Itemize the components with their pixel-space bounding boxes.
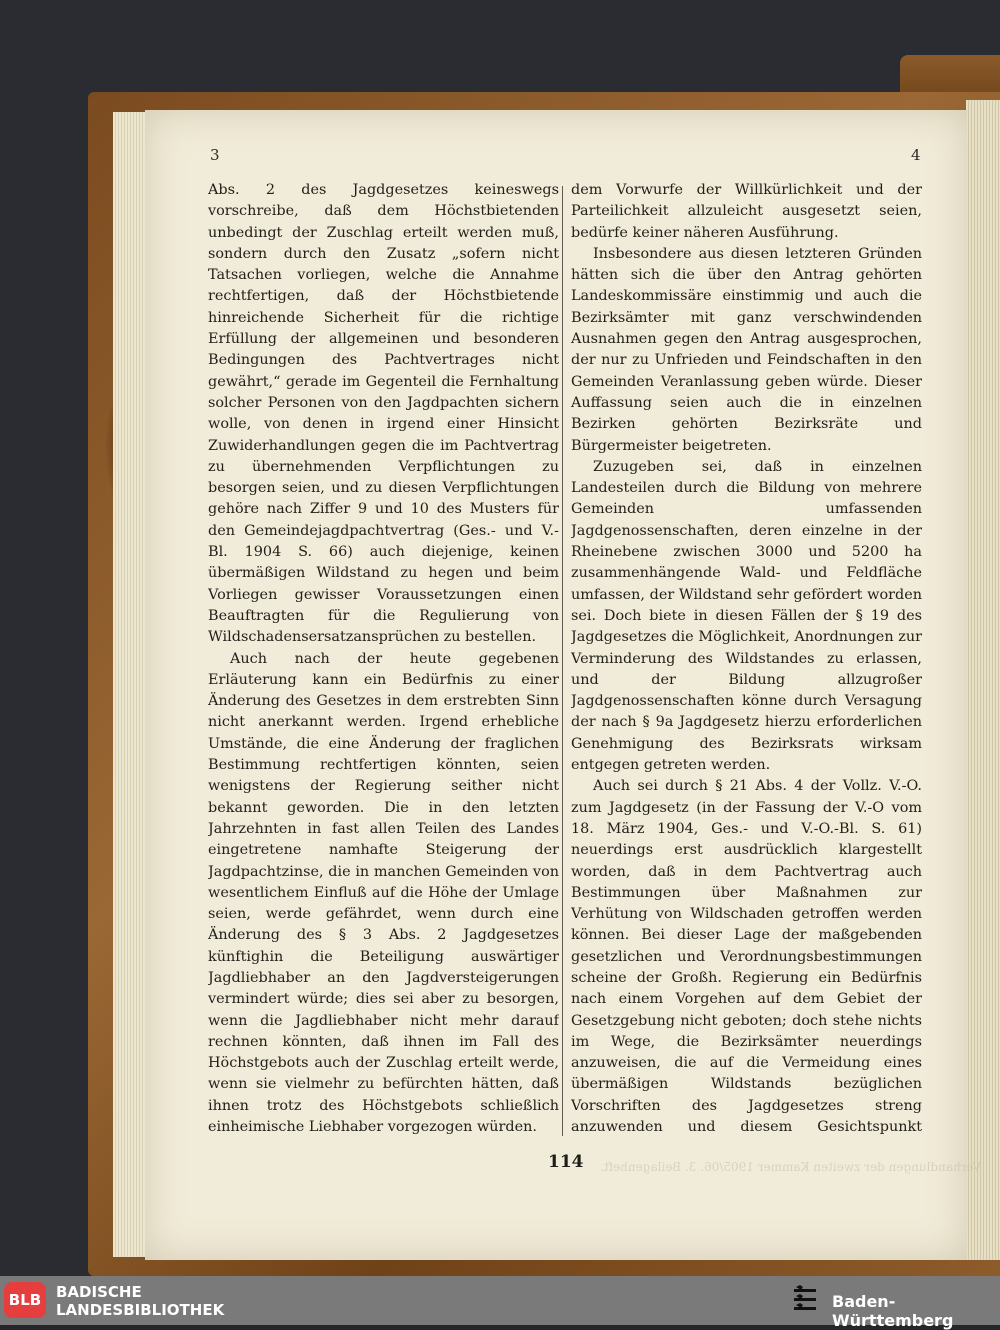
right-paragraph: Zuzugeben sei, daß in einzelnen Landesteilen durch die Bildung von mehrere Gemeinden umfassenden Jagdgenossenschaften, deren einzelne in der Rheinebene zwischen 3000 und 5200 ha zusammenhängende Wald- und Feldfläche umfassen, der Wildstand sehr gefördert worden sei. Doch biete in diesen Fällen der § 19 des Jagdgesetzes die Möglichkeit, Anordnungen zur Verminderung des Wildstandes zu erlassen, und der Bildung allzugroßer Jagdgenossenschaften könne durch Versagung der nach § 9a Jagdgesetz hierzu erforderlichen Genehmigung des Bezirksrats wirksam entgegen getreten werden. <box>571 458 922 774</box>
left-column <box>208 180 559 1140</box>
right-column <box>571 180 922 1140</box>
left-paragraph: Abs. 2 des Jagdgesetzes keineswegs vorschreibe, daß dem Höchstbietenden unbedingt der Zuschlag erteilt werden muß, sondern durch den Zusatz „sofern nicht Tatsachen vorliegen, welche die Annahme rechtfertigen, daß der Höchstbietende hinreichende Sicherheit für die richtige Erfüllung der allgemeinen und besonderen Bedingungen des Pachtvertrages nicht gewährt,“ gerade im Gegenteil die Fernhaltung solcher Personen von den Jagdpachten sichern wolle, von denen in irgend einer Hinsicht Zuwiderhandlungen gegen die im Pachtvertrag zu übernehmenden Verpflichtungen zu besorgen seien, und zu diesen Verpflichtungen gehöre nach Ziffer 9 und 10 des Musters für den Gemeindejagdpachtvertrag (Ges.- und V.-Bl. 1904 S. 66) auch diejenige, keinen übermäßigen Wildstand zu hegen und beim Vorliegen gewisser Voraussetzungen einen Beauftragten für die Regulierung von Wildschadensersatzansprüchen zu bestellen. <box>208 182 559 646</box>
page-stack-left <box>113 112 149 1257</box>
right-column-number: 4 <box>911 146 921 164</box>
library-name-line2: LANDESBIBLIOTHEK <box>56 1301 225 1319</box>
page-stack-right <box>966 100 1000 1260</box>
left-paragraph: Auch nach der heute gegebenen Erläuterung kann ein Bedürfnis zu einer Änderung des Gesetzes in dem erstrebten Sinn nicht anerkannt werden. Irgend erhebliche Umstände, die eine Änderung der fraglichen Bestimmung rechtfertigen könnten, seien wenigstens der Regierung seither nicht bekannt geworden. Die in den letzten Jahrzehnten in fast allen Teilen des Landes eingetretene namhafte Steigerung der Jagdpachtzinse, die in manchen Gemeinden von wesentlichem Einfluß auf die Höhe der Umlage seien, werde gefährdet, wenn durch eine Änderung des § 3 Abs. 2 Jagdgesetzes künftighin die Beteiligung auswärtiger Jagdliebhaber an den Jagdversteigerungen vermindert würde; dies sei aber zu besorgen, wenn die Jagdliebhaber nicht mehr darauf rechnen könnten, daß ihnen im Fall des Höchstgebots auch der Zuschlag erteilt werde, wenn sie vielmehr zu befürchten hätten, daß ihnen trotz des Höchstgebots schließlich einheimische Liebhaber vorgezogen würden. <box>208 650 559 1136</box>
lion-crest-icon <box>790 1283 820 1319</box>
column-divider <box>562 186 563 1136</box>
left-column-number: 3 <box>210 146 220 164</box>
left-paragraph <box>208 1138 559 1140</box>
library-name-line1: BADISCHE <box>56 1283 142 1301</box>
page-footer-number: 114 <box>548 1152 584 1172</box>
right-paragraph: Auch sei durch § 21 Abs. 4 der Vollz. V.-O. zum Jagdgesetz (in der Fassung der V.-O vom 18. März 1904, Ges.- und V.-O.-Bl. S. 61) neuerdings erst ausdrücklich klargestellt worden, daß in dem Pachtvertrag auch Bestimmungen über Maßnahmen zur Verhütung von Wildschaden getroffen werden können. Bei dieser Lage der maßgebenden gesetzlichen und Verordnungsbestimmungen scheine der Großh. Regierung ein Bedürfnis nach einem Vorgehen auf dem Gebiet der Gesetzgebung nicht geboten; doch stehe nichts im Wege, die Bezirksämter neuerdings anzuweisen, die auf die Vermeidung eines übermäßigen Wildstands bezüglichen Vorschriften des Jagdgesetzes streng anzuwenden und diesem Gesichtspunkt <box>571 778 922 1136</box>
library-name[interactable] <box>56 1283 224 1319</box>
right-paragraph: dem Vorwurfe der Willkürlichkeit und der Parteilichkeit allzuleicht ausgesetzt seien, bedürfe keiner näheren Ausführung. <box>571 182 922 241</box>
state-brand[interactable]: Baden-Württemberg <box>832 1292 954 1330</box>
right-paragraph: Insbesondere aus diesen letzteren Gründen hätten sich die über den Antrag gehörten Landeskommissäre einstimmig und auch die Bezirksämter mit ganz verschwindenden Ausnahmen gegen den Antrag ausgesprochen, der nur zu Unfrieden und Feindschaften in den Gemeinden Veranlassung geben würde. Dieser Auffassung seien auch die in einzelnen Bezirken gehörten Bezirksräte und Bürgermeister beigetreten. <box>571 245 922 454</box>
bleed-through-text: Verhandlungen der zweiten Kammer 1905/06. 3. Beilagenheft. <box>600 1160 982 1174</box>
blb-logo[interactable]: BLB <box>4 1282 46 1318</box>
